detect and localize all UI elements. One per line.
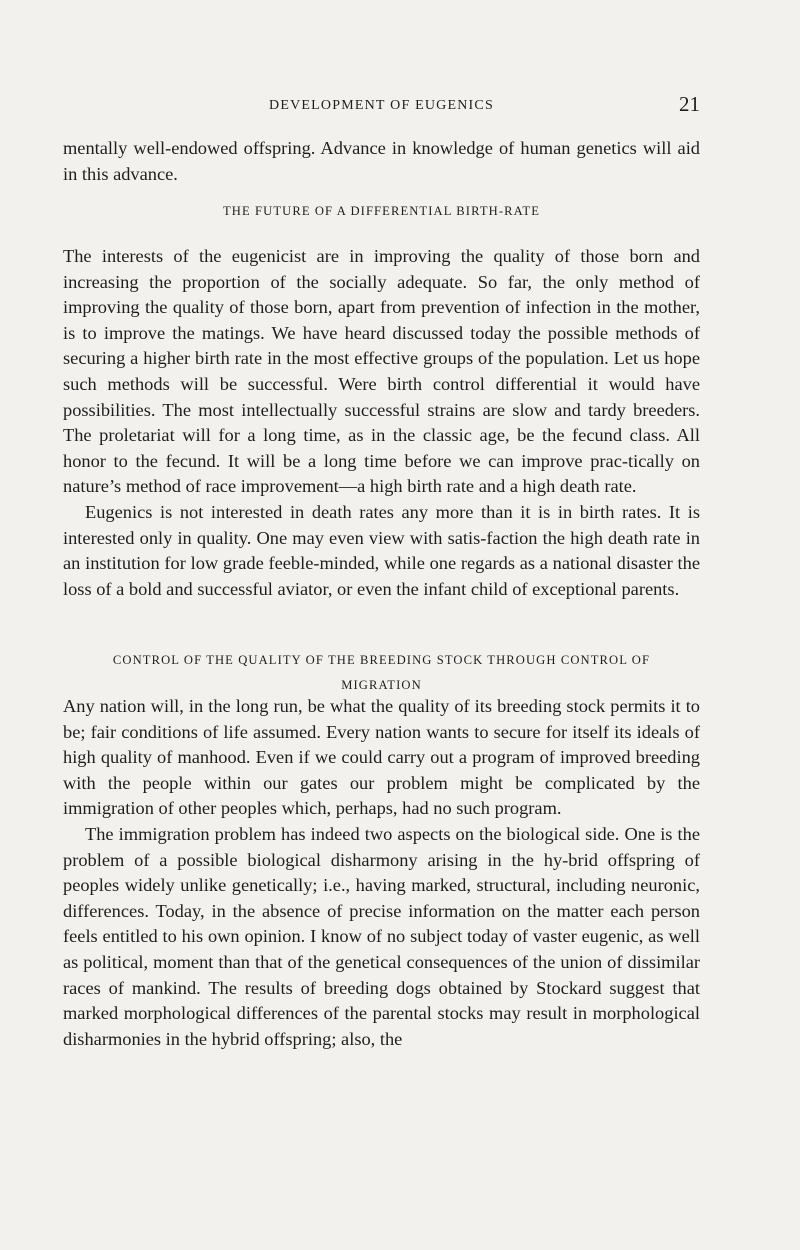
page-number: 21 <box>679 92 700 116</box>
book-page <box>63 0 700 1250</box>
heading-line: CONTROL OF THE QUALITY OF THE BREEDING STOCK THROUGH CONTROL OF <box>112 653 651 667</box>
paragraph: The interests of the eugenicist are in improving the quality of those born and increasing the proportion of the socially adequate. So far, the only method of improving the quality of those born, apart from prevention of infection in the mother, is to improve the matings. We have heard discussed today the possible methods of securing a higher birth rate in the most effective groups of the population. Let us hope such methods will be successful. Were birth control differential it would have possibilities. The most intellectually successful strains are slow and tardy breeders. The proletariat will for a long time, as in the classic age, be the fecund class. All honor to the fecund. It will be a long time before we can improve prac-tically on nature’s method of race improvement—a high birth rate and a high death rate. <box>63 246 700 497</box>
paragraph: The immigration problem has indeed two aspects on the biological side. One is the problem of a possible biological disharmony arising in the hy-brid offspring of peoples widely unlike genetically; i.e., having marked, structural, including neuronic, differences. Today, in the absence of precise information on the matter each person feels entitled to his own opinion. I know of no subject today of vaster eugenic, as well as political, moment than that of the genetical consequences of the union of dissimilar races of mankind. The results of breeding dogs obtained by Stockard suggest that marked morphological differences of the parental stocks may result in morphological disharmonies in the hybrid offspring; also, the <box>63 823 700 1049</box>
paragraph: mentally well-endowed offspring. Advance in knowledge of human genetics will aid in this advance. <box>63 138 700 184</box>
text-block-migration <box>63 694 700 1052</box>
text-block-birth-rate <box>63 244 700 602</box>
paragraph: Eugenics is not interested in death rates any more than it is in birth rates. It is interested only in quality. One may even view with satis-faction the high death rate in an institution for low grade feeble-minded, while one regards as a national disaster the loss of a bold and successful aviator, or even the infant child of exceptional parents. <box>63 501 700 599</box>
running-head <box>63 94 700 120</box>
section-heading-differential-birth-rate: THE FUTURE OF A DIFFERENTIAL BIRTH-RATE <box>223 204 540 218</box>
paragraph: Any nation will, in the long run, be what the quality of its breeding stock permits it to be; fair conditions of life assumed. Every nation wants to secure for itself its ideals of high quality of manhood. Even if we could carry out a program of improved breeding with the people within our gates our problem might be complicated by the immigration of other peoples which, perhaps, had no such program. <box>63 696 700 819</box>
section-heading-migration-control <box>63 648 700 698</box>
running-title: DEVELOPMENT OF EUGENICS <box>269 98 494 113</box>
text-block-intro <box>63 136 700 187</box>
heading-line: MIGRATION <box>341 678 422 692</box>
